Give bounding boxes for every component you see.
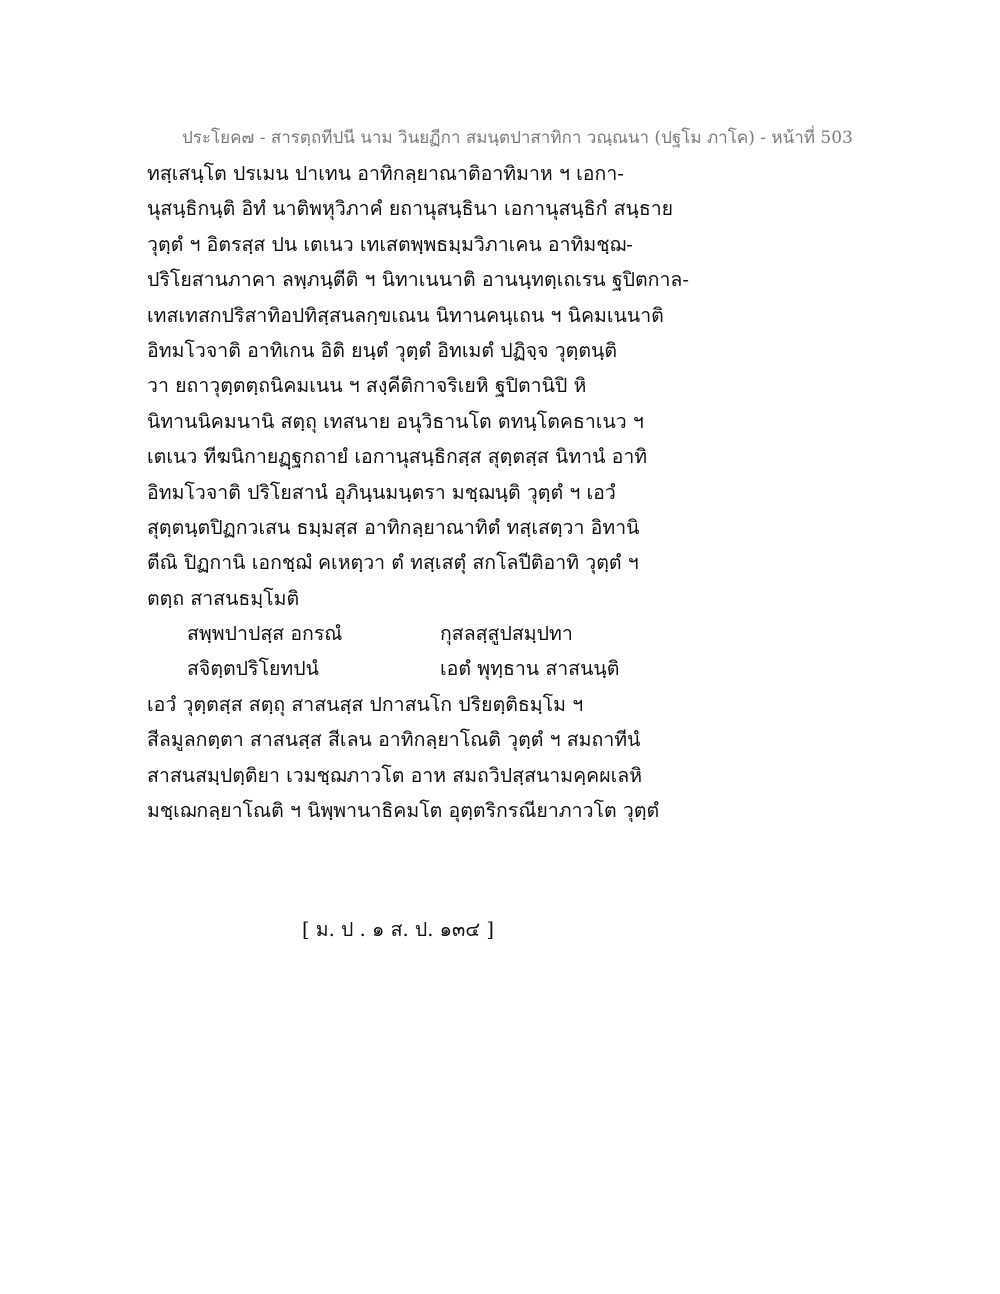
text-line: นุสนฺธิกนฺติ อิทํ นาติพหุวิภาคํ ยถานุสนฺธินา เอกานุสนฺธิกํ สนฺธาย xyxy=(147,197,674,221)
verse-line xyxy=(147,651,847,686)
body-text xyxy=(147,156,847,828)
text-line: ทสฺเสนฺโต ปรเมน ปาเทน อาทิกลฺยาณาติอาทิมาห ฯ เอกา- xyxy=(147,162,624,185)
reference-citation: [ ม. ป . ๑ ส. ป. ๑๓๔ ] xyxy=(302,918,494,941)
text-line: ตตฺถ สาสนธมฺโมติ xyxy=(147,586,300,610)
text-line: สุตฺตนฺตปิฏกวเสน ธมฺมสฺส อาทิกลฺยาณาทิตํ ทสฺเสตฺวา อิทานิ xyxy=(147,515,640,539)
text-line: เอวํ วุตฺตสฺส สตฺถุ สาสนสฺส ปกาสนโก ปริยตฺติธมฺโม ฯ xyxy=(147,692,584,716)
text-line: วุตฺตํ ฯ อิตรสฺส ปน เตเนว เทเสตพฺพธมฺมวิภาเคน อาทิมชฺฌ- xyxy=(147,232,633,256)
text-line: อิทมโวจาติ อาทิเกน อิติ ยนฺตํ วุตฺตํ อิทเมตํ ปฏิจฺจ วุตฺตนฺติ xyxy=(147,338,617,362)
verse-right: เอตํ พุทฺธาน สาสนนฺติ xyxy=(440,657,620,681)
verse-line xyxy=(147,616,847,651)
text-line: ปริโยสานภาคา ลพฺภนฺตีติ ฯ นิทาเนนาติ อานนฺทตฺเถเรน ฐปิตกาล- xyxy=(147,268,689,292)
page-header: ประโยค๗ - สารตฺถทีปนี นาม วินยฏีกา สมนฺตปาสาทิกา วณฺณนา (ปฐโม ภาโค) - หน้าที่ 503 xyxy=(182,128,853,148)
text-line: สาสนสมฺปตฺติยา เวมชฺฌภาวโต อาห สมถวิปสฺสนามคฺคผเลหิ xyxy=(147,763,643,787)
text-line: เตเนว ทีฆนิกายฏฺฐกถายํ เอกานุสนฺธิกสฺส สุตฺตสฺส นิทานํ อาทิ xyxy=(147,445,648,469)
text-line: มชฺเฌกลฺยาโณติ ฯ นิพฺพานาธิคมโต อุตฺตริกรณียาภาวโต วุตฺตํ xyxy=(147,799,660,823)
text-line: วา ยถาวุตฺตตฺถนิคมเนน ฯ สงฺคีติกาจริเยหิ ฐปิตานิปิ หิ xyxy=(147,374,587,398)
text-line: เทสเทสกปริสาทิอปทิสฺสนลกฺขเณน นิทานคนฺเถน ฯ นิคมเนนาติ xyxy=(147,303,664,327)
text-line: นิทานนิคมนานิ สตฺถุ เทสนาย อนุวิธานโต ตทนฺโตคธาเนว ฯ xyxy=(147,409,644,433)
verse-right: กุสลสฺสูปสมฺปทา xyxy=(440,622,573,646)
text-line: อิทมโวจาติ ปริโยสานํ อุภินฺนมนฺตรา มชฺฌนฺติ วุตฺตํ ฯ เอวํ xyxy=(147,480,616,504)
verse-left: สพฺพปาปสฺส อกรณํ xyxy=(187,622,343,646)
verse-left: สจิตฺตปริโยทปนํ xyxy=(187,657,319,681)
text-line: สีลมูลกตฺตา สาสนสฺส สีเลน อาทิกลฺยาโณติ วุตฺตํ ฯ สมถาทีนํ xyxy=(147,728,641,752)
text-line: ตีณิ ปิฏกานิ เอกชฺฌํ คเหตฺวา ตํ ทสฺเสตุํ สกโลปีติอาทิ วุตฺตํ ฯ xyxy=(147,551,639,575)
